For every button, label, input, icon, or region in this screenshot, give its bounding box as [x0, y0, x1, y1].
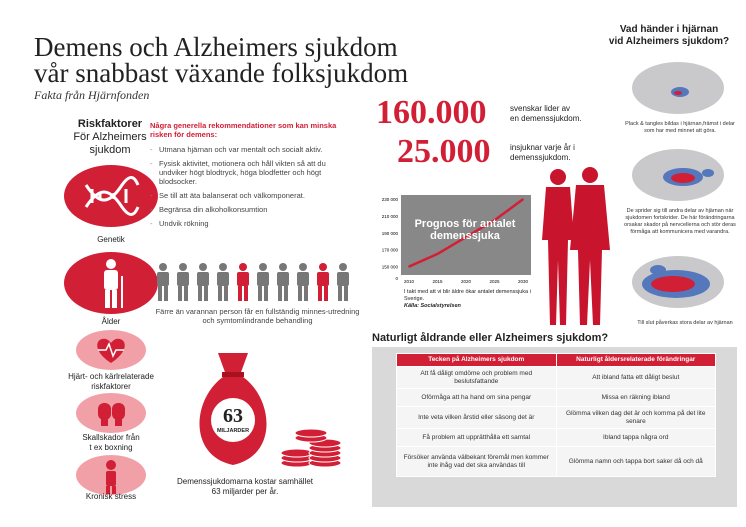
chart-x-tick: 2025	[489, 279, 500, 284]
cost-unit: MILJARDER	[216, 428, 250, 434]
chart-y-tick: 150 000	[381, 264, 398, 270]
brain-stage-3-icon	[628, 252, 728, 312]
list-item: - Undvik rökning	[150, 219, 350, 228]
person-figure	[317, 263, 329, 301]
head-injury-l1: Skallskador från	[82, 433, 140, 442]
chart-y-tick: 190 000	[381, 230, 398, 236]
person-figure	[337, 263, 349, 301]
stressed-person-icon	[76, 455, 146, 495]
chart-point	[437, 253, 439, 255]
subtitle: Fakta från Hjärnfonden	[34, 88, 150, 102]
list-item: - Se till att äta balanserat och välkomponerat.	[150, 191, 350, 200]
table-cell: Att ibland fatta ett dåligt beslut	[556, 367, 716, 389]
stat-text-1-l1: svenskar lider av	[510, 104, 571, 113]
heart-pulse-icon	[76, 330, 146, 370]
people-row-icon	[153, 262, 358, 302]
title-line-1: Demens och Alzheimers sjukdom	[34, 32, 398, 62]
table-cell: Oförmåga att ha hand om sina pengar	[397, 389, 557, 407]
comparison-title: Naturligt åldrande eller Alzheimers sjukdom?	[372, 332, 609, 344]
page-title	[34, 34, 408, 86]
table-cell: Inte veta vilken årstid eller säsong det är	[397, 407, 557, 429]
people-caption: Färre än varannan person får en fullständig minnes-utredning och symtomlindrande behandling	[155, 307, 360, 325]
stat-text-2	[510, 143, 575, 163]
chart-y-tick: 170 000	[381, 247, 398, 253]
stat-number-2: 25.000	[397, 133, 491, 170]
chart-source: Källa: Socialstyrelsen	[404, 303, 461, 309]
recommendations-heading: Några generella rekommendationer som kan minska risken för demens:	[150, 121, 337, 139]
chart-y-ticks	[382, 197, 399, 281]
stat-text-2-l2: demenssjukdom.	[510, 153, 571, 162]
cardio-label-l1: Hjärt- och kärlrelaterade	[68, 372, 154, 381]
age-label: Ålder	[101, 317, 121, 326]
chart-y-tick: 210 000	[381, 214, 398, 220]
brain-stage-1-icon	[628, 58, 728, 118]
dna-icon	[64, 165, 158, 227]
brain-heading-l2: vid Alzheimers sjukdom?	[608, 36, 730, 47]
age-badge	[64, 252, 158, 314]
brain-caption-1: Plack & tangles bildas i hjärnan,främst i delar som har med minnet att göra.	[625, 121, 735, 134]
brain-caption-3: Till slut påverkas stora delar av hjärnan	[637, 320, 733, 326]
boxing-glove-icon	[76, 393, 146, 433]
title-line-2: vår snabbast växande folksjukdom	[34, 58, 409, 88]
genetics-badge	[64, 165, 158, 227]
table-row	[397, 407, 716, 429]
chart-x-tick: 2015	[432, 279, 443, 284]
list-item: - Fysisk aktivitet, motionera och håll vikten så att du undviker högt blodtryck, höga blodfetter och högt blodsocker.	[150, 159, 350, 186]
elderly-person-icon	[64, 252, 158, 314]
list-item: - Utmana hjärnan och var mentalt och socialt aktiv.	[150, 145, 350, 154]
chart-caption-text: I takt med att vi blir äldre ökar antalet demenssjuka i Sverige.	[404, 289, 531, 302]
person-figure	[277, 263, 289, 301]
table-cell: Glömma namn och tappa bort saker då och då	[556, 447, 716, 477]
cardio-label-l2: riskfaktorer	[91, 382, 131, 391]
table-header: Tecken på Alzheimers sjukdom	[397, 354, 557, 367]
cardio-label	[48, 372, 174, 392]
table-cell: Att få dåligt omdöme och problem med beslutsfattande	[397, 367, 557, 389]
comparison-panel	[372, 347, 737, 507]
chart-x-tick: 2010	[403, 279, 415, 284]
stat-text-2-l1: insjuknar varje år i	[510, 143, 575, 152]
comparison-table	[396, 353, 716, 477]
head-injury-label	[48, 433, 174, 453]
cost-caption	[175, 477, 315, 497]
table-cell: Glömma vilken dag det är och komma på det lite senare	[556, 407, 716, 429]
person-figure	[197, 263, 209, 301]
coins-icon	[275, 415, 355, 470]
chart-caption	[404, 289, 544, 310]
brain-heading-l1: Vad händer i hjärnan	[619, 24, 719, 35]
recommendations-list	[150, 145, 350, 233]
person-figure	[157, 263, 169, 301]
brain-stage-2-icon	[628, 145, 728, 205]
stat-text-1-l2: en demenssjukdom.	[510, 114, 582, 123]
risk-heading-line2: För Alzheimers	[73, 131, 147, 143]
cost-amount: 63	[223, 405, 243, 427]
person-figure	[257, 263, 269, 301]
stat-text-1	[510, 104, 582, 124]
stat-number-1: 160.000	[376, 94, 487, 131]
chart-point	[408, 266, 410, 268]
person-figure	[237, 263, 249, 301]
chart-x-ticks	[404, 279, 529, 284]
cost-caption-l1: Demenssjukdomarna kostar samhället	[176, 477, 314, 486]
table-cell: Få problem att upprätthålla ett samtal	[397, 429, 557, 447]
chart-title: Prognos för antalet demenssjuka	[414, 218, 516, 242]
table-cell: Försöker använda välbekant föremål men kommer inte ihåg vad det ska användas till	[397, 447, 557, 477]
table-header-row	[397, 354, 716, 367]
table-row	[397, 447, 716, 477]
table-cell: Missa en räkning ibland	[556, 389, 716, 407]
chart-y-tick: 0	[395, 276, 398, 281]
risk-heading-line3: sjukdom	[89, 144, 131, 156]
risk-heading-bold: Riskfaktorer	[77, 118, 143, 130]
head-injury-l2: t ex boxning	[89, 443, 133, 452]
chart-x-tick: 2030	[517, 279, 529, 284]
table-header: Naturligt åldersrelaterade förändringar	[556, 354, 716, 367]
chart-y-tick: 230 000	[381, 197, 398, 203]
heart-badge	[76, 330, 146, 370]
risk-factors-heading	[70, 118, 150, 157]
table-row	[397, 367, 716, 389]
table-cell: Ibland tappa några ord	[556, 429, 716, 447]
genetics-label: Genetik	[97, 235, 125, 244]
brain-caption-2: De sprider sig till andra delar av hjärnan när sjukdomen fortskrider. De här förändringarna orsakar skador på nervcellerna och stör deras förmåga att kommunicera med varandra.	[624, 208, 736, 235]
person-figure	[177, 263, 189, 301]
head-injury-badge	[76, 393, 146, 433]
table-row	[397, 389, 716, 407]
table-row	[397, 429, 716, 447]
person-figure	[217, 263, 229, 301]
chart-x-tick: 2020	[460, 279, 472, 284]
person-figure	[297, 263, 309, 301]
stress-badge	[76, 455, 146, 495]
chart-point	[522, 198, 524, 200]
list-item: - Begränsa din alkoholkonsumtion	[150, 205, 350, 214]
stress-label: Kronisk stress	[85, 492, 137, 501]
brain-heading	[592, 24, 746, 48]
cost-caption-l2: 63 miljarder per år.	[211, 487, 279, 496]
